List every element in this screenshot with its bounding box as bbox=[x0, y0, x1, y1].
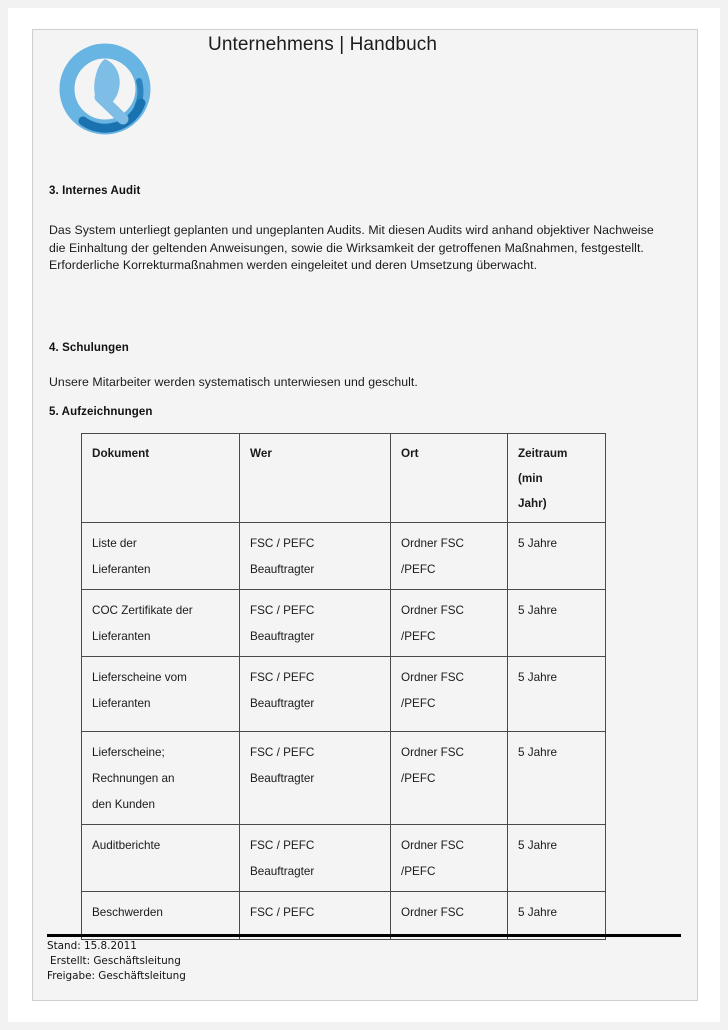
cell-dokument bbox=[82, 732, 240, 825]
cell-text: 5 Jahre bbox=[518, 746, 557, 759]
cell-text: Ordner FSC bbox=[401, 537, 464, 550]
q-quality-logo-icon bbox=[53, 37, 161, 149]
section-paragraph-internes-audit: Das System unterliegt geplanten und ungeplanten Audits. Mit diesen Audits wird anhand objektiver Nachweise die Einhaltung der geltenden Anweisungen, sowie die Wirksamkeit der getroffenen Maßnahmen, festgestellt. Erforderliche Korrekturmaßnahmen werden eingeleitet und deren Umsetzung überwacht. bbox=[49, 223, 654, 272]
table-header-row bbox=[82, 434, 606, 523]
cell-dokument bbox=[82, 892, 240, 940]
footer-erstellt: Erstellt: Geschäftsleitung bbox=[50, 955, 181, 967]
cell-ort bbox=[391, 825, 508, 892]
cell-zeitraum bbox=[508, 590, 606, 657]
table-row bbox=[82, 590, 606, 657]
aufzeichnungen-table bbox=[81, 433, 606, 940]
cell-text: 5 Jahre bbox=[518, 671, 557, 684]
cell-ort bbox=[391, 590, 508, 657]
table-row bbox=[82, 825, 606, 892]
footer-stand: Stand: 15.8.2011 bbox=[47, 940, 137, 952]
cell-text: COC Zertifikate der bbox=[92, 604, 193, 617]
cell-dokument bbox=[82, 590, 240, 657]
cell-text: 5 Jahre bbox=[518, 906, 557, 919]
cell-text: 5 Jahre bbox=[518, 604, 557, 617]
cell-text: Auditberichte bbox=[92, 839, 161, 852]
document-footer bbox=[47, 934, 681, 984]
cell-text: Ordner FSC bbox=[401, 671, 464, 684]
table-row bbox=[82, 892, 606, 940]
cell-text: 5 Jahre bbox=[518, 537, 557, 550]
table-row bbox=[82, 657, 606, 732]
cell-text: Lieferanten bbox=[92, 697, 151, 710]
column-header-zeitraum-line2: (min bbox=[518, 472, 543, 485]
cell-wer bbox=[240, 523, 391, 590]
cell-text: /PEFC bbox=[401, 563, 436, 576]
cell-text: Beauftragter bbox=[250, 563, 315, 576]
document-sheet bbox=[32, 29, 698, 1001]
cell-zeitraum bbox=[508, 657, 606, 732]
cell-text: FSC / PEFC bbox=[250, 537, 315, 550]
cell-text: Ordner FSC bbox=[401, 604, 464, 617]
cell-text: Lieferscheine vom bbox=[92, 671, 187, 684]
cell-text: /PEFC bbox=[401, 630, 436, 643]
cell-zeitraum bbox=[508, 892, 606, 940]
column-header-dokument-label: Dokument bbox=[92, 447, 150, 460]
cell-wer bbox=[240, 732, 391, 825]
footer-divider bbox=[47, 934, 681, 937]
cell-ort bbox=[391, 892, 508, 940]
footer-text-block bbox=[47, 939, 681, 984]
cell-text: Ordner FSC bbox=[401, 906, 464, 919]
cell-text: Lieferanten bbox=[92, 563, 151, 576]
cell-text: /PEFC bbox=[401, 865, 436, 878]
cell-text: FSC / PEFC bbox=[250, 671, 315, 684]
cell-ort bbox=[391, 657, 508, 732]
cell-dokument bbox=[82, 825, 240, 892]
cell-dokument bbox=[82, 657, 240, 732]
column-header-zeitraum-line3: Jahr) bbox=[518, 497, 547, 510]
cell-text: Beauftragter bbox=[250, 772, 315, 785]
cell-dokument bbox=[82, 523, 240, 590]
section-heading-aufzeichnungen: 5. Aufzeichnungen bbox=[49, 406, 153, 418]
column-header-zeitraum-line1: Zeitraum bbox=[518, 447, 568, 460]
column-header-zeitraum bbox=[508, 434, 606, 523]
cell-text: Rechnungen an bbox=[92, 772, 175, 785]
cell-text: /PEFC bbox=[401, 772, 436, 785]
column-header-ort-label: Ort bbox=[401, 447, 419, 460]
page-title: Unternehmens | Handbuch bbox=[208, 34, 438, 55]
cell-wer bbox=[240, 892, 391, 940]
cell-text: Ordner FSC bbox=[401, 746, 464, 759]
cell-text: FSC / PEFC bbox=[250, 906, 315, 919]
cell-wer bbox=[240, 590, 391, 657]
cell-text: FSC / PEFC bbox=[250, 839, 315, 852]
cell-text: Beschwerden bbox=[92, 906, 163, 919]
cell-text: /PEFC bbox=[401, 697, 436, 710]
cell-text: FSC / PEFC bbox=[250, 746, 315, 759]
cell-text: Liste der bbox=[92, 537, 137, 550]
cell-wer bbox=[240, 825, 391, 892]
cell-zeitraum bbox=[508, 523, 606, 590]
cell-text: Beauftragter bbox=[250, 630, 315, 643]
section-heading-internes-audit: 3. Internes Audit bbox=[49, 185, 141, 197]
cell-text: Beauftragter bbox=[250, 865, 315, 878]
cell-text: den Kunden bbox=[92, 798, 156, 811]
column-header-ort bbox=[391, 434, 508, 523]
cell-text: Beauftragter bbox=[250, 697, 315, 710]
cell-text: FSC / PEFC bbox=[250, 604, 315, 617]
table-row bbox=[82, 523, 606, 590]
cell-wer bbox=[240, 657, 391, 732]
cell-text: Lieferanten bbox=[92, 630, 151, 643]
cell-ort bbox=[391, 523, 508, 590]
document-header bbox=[33, 30, 697, 180]
section-paragraph-schulungen: Unsere Mitarbeiter werden systematisch unterwiesen und geschult. bbox=[49, 375, 418, 389]
cell-zeitraum bbox=[508, 825, 606, 892]
cell-text: 5 Jahre bbox=[518, 839, 557, 852]
cell-zeitraum bbox=[508, 732, 606, 825]
table-row bbox=[82, 732, 606, 825]
column-header-dokument bbox=[82, 434, 240, 523]
cell-text: Ordner FSC bbox=[401, 839, 464, 852]
cell-text: Lieferscheine; bbox=[92, 746, 165, 759]
section-heading-schulungen: 4. Schulungen bbox=[49, 342, 129, 354]
column-header-wer bbox=[240, 434, 391, 523]
footer-freigabe: Freigabe: Geschäftsleitung bbox=[47, 970, 186, 982]
column-header-wer-label: Wer bbox=[250, 447, 272, 460]
cell-ort bbox=[391, 732, 508, 825]
